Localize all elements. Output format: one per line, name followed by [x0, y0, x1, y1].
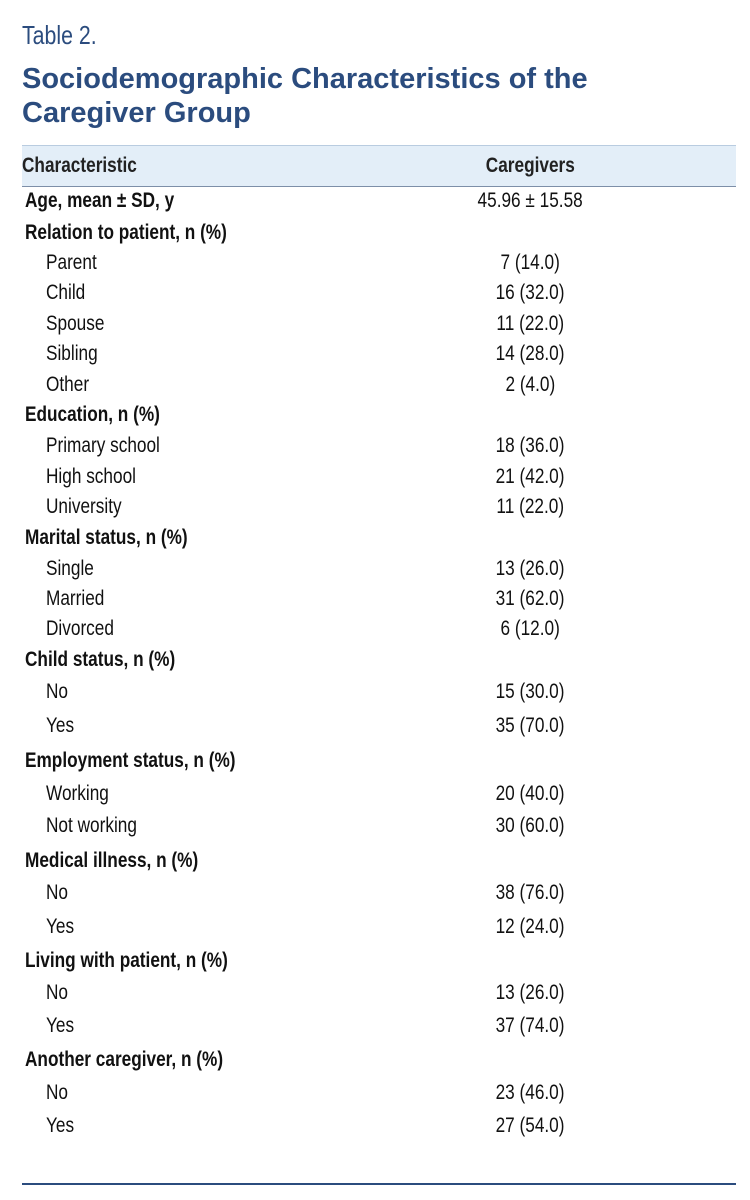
- row-sub-label: Working: [46, 782, 109, 805]
- header-characteristic: Characteristic: [22, 154, 137, 177]
- table-row: [22, 847, 736, 877]
- table-row: Yes 37 (74.0): [46, 1014, 565, 1037]
- row-category-label: Education, n (%): [25, 403, 160, 426]
- row-sub-label: Other: [46, 373, 90, 396]
- bottom-rule: [22, 1183, 736, 1185]
- table-row: University 11 (22.0): [46, 495, 564, 518]
- table-row: No 13 (26.0): [46, 981, 565, 1004]
- row-sub-label: Yes: [46, 1114, 75, 1137]
- table-label: Table 2.: [22, 20, 97, 50]
- table-row: Working 20 (40.0): [46, 782, 565, 805]
- table-row: Yes 35 (70.0): [46, 714, 565, 737]
- row-category-label: Age, mean ± SD, y: [25, 189, 175, 212]
- row-category-label: Marital status, n (%): [25, 526, 188, 549]
- table-row: Other 2 (4.0): [46, 373, 555, 396]
- table-row: Spouse 11 (22.0): [46, 312, 564, 335]
- row-sub-label: No: [46, 881, 69, 904]
- row-sub-label: Yes: [46, 714, 75, 737]
- row-category-label: Child status, n (%): [25, 648, 176, 671]
- row-sub-label: High school: [46, 465, 136, 488]
- row-sub-label: Spouse: [46, 312, 105, 335]
- table-row: Yes 12 (24.0): [46, 915, 565, 938]
- row-category-label: Another caregiver, n (%): [25, 1048, 224, 1071]
- table-row: Parent 7 (14.0): [46, 251, 560, 274]
- table-row: Age, mean ± SD, y 45.96 ± 15.58: [25, 189, 583, 212]
- table-row: [22, 1046, 736, 1076]
- row-category-label: Employment status, n (%): [25, 749, 236, 772]
- row-sub-label: No: [46, 680, 69, 703]
- row-sub-label: No: [46, 981, 69, 1004]
- table-row: Not working 30 (60.0): [46, 814, 565, 837]
- row-sub-label: Parent: [46, 251, 97, 274]
- row-category-label: Living with patient, n (%): [25, 949, 228, 972]
- table-row: [22, 219, 736, 249]
- row-sub-label: Sibling: [46, 342, 98, 365]
- table-title: Sociodemographic Characteristics of the Caregiver Group: [22, 63, 588, 129]
- row-sub-label: Primary school: [46, 434, 160, 457]
- row-sub-label: Yes: [46, 915, 75, 938]
- row-category-label: Medical illness, n (%): [25, 849, 199, 872]
- row-sub-label: Child: [46, 281, 86, 304]
- table-row: Primary school 18 (36.0): [46, 434, 565, 457]
- table-row: [22, 524, 736, 554]
- row-sub-label: Single: [46, 557, 94, 580]
- table-row: Married 31 (62.0): [46, 587, 565, 610]
- row-sub-label: Not working: [46, 814, 137, 837]
- table-row: High school 21 (42.0): [46, 465, 565, 488]
- table-row: [22, 401, 736, 431]
- table-header-row: Characteristic Caregivers: [22, 145, 736, 187]
- table-row: [22, 947, 736, 977]
- row-sub-label: Yes: [46, 1014, 75, 1037]
- table-row: Yes 27 (54.0): [46, 1114, 565, 1137]
- table-row: No 23 (46.0): [46, 1081, 565, 1104]
- row-sub-label: Divorced: [46, 617, 114, 640]
- table-row: Child 16 (32.0): [46, 281, 565, 304]
- table-row: Sibling 14 (28.0): [46, 342, 565, 365]
- row-sub-label: No: [46, 1081, 69, 1104]
- table-row: Single 13 (26.0): [46, 557, 565, 580]
- row-category-label: Relation to patient, n (%): [25, 221, 227, 244]
- table-row: No 38 (76.0): [46, 881, 565, 904]
- row-sub-label: Married: [46, 587, 105, 610]
- table-row: [22, 646, 736, 676]
- table-row: No 15 (30.0): [46, 680, 565, 703]
- table-row: Divorced 6 (12.0): [46, 617, 560, 640]
- table-row: [22, 747, 736, 777]
- row-sub-label: University: [46, 495, 122, 518]
